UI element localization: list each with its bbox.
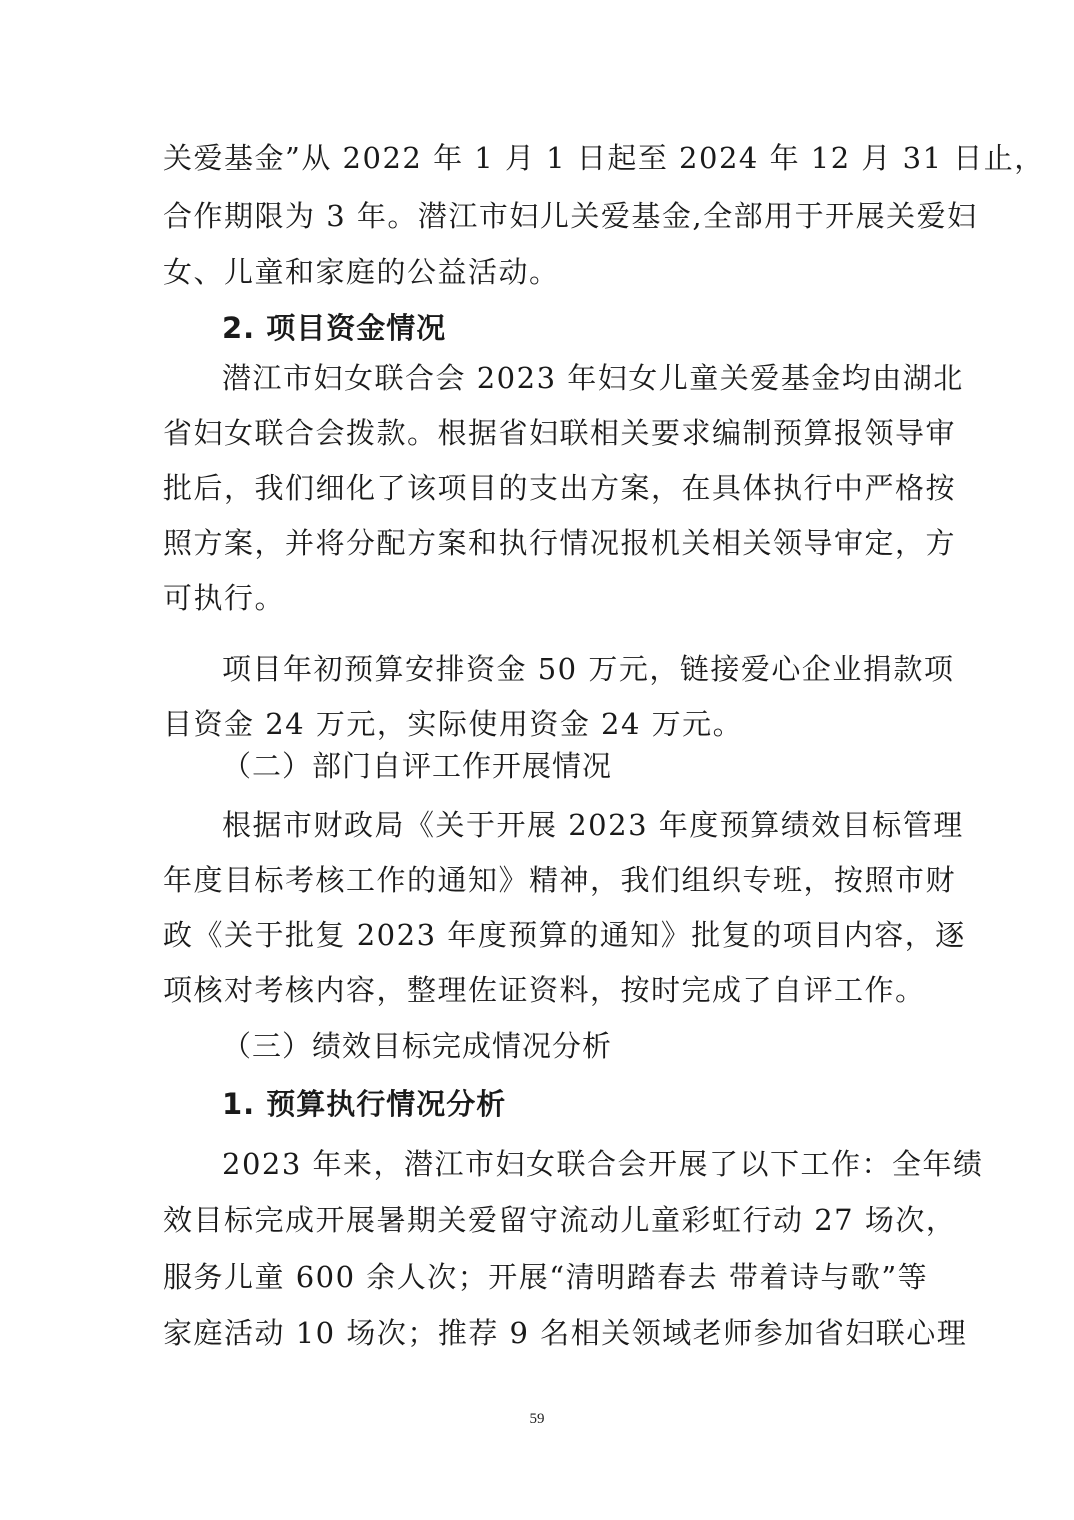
body-line: 政《关于批复 2023 年度预算的通知》批复的项目内容，逐 <box>163 918 966 952</box>
subsection-heading: （三）绩效目标完成情况分析 <box>222 1029 613 1063</box>
body-line: 年度目标考核工作的通知》精神，我们组织专班，按照市财 <box>163 863 957 897</box>
body-line: 根据市财政局《关于开展 2023 年度预算绩效目标管理 <box>222 808 964 842</box>
body-line: 合作期限为 3 年。潜江市妇儿关爱基金,全部用于开展关爱妇 <box>163 199 978 233</box>
body-line: 照方案，并将分配方案和执行情况报机关相关领导审定，方 <box>163 526 957 560</box>
body-line: 家庭活动 10 场次；推荐 9 名相关领域老师参加省妇联心理 <box>163 1316 968 1350</box>
body-line: 批后，我们细化了该项目的支出方案，在具体执行中严格按 <box>163 471 957 505</box>
section-heading: 2. 项目资金情况 <box>222 311 447 345</box>
body-line: 可执行。 <box>163 581 286 615</box>
page-number: 59 <box>529 1411 545 1427</box>
body-line: 服务儿童 600 余人次；开展“清明踏春去 带着诗与歌”等 <box>163 1260 929 1294</box>
body-line: 项核对考核内容，整理佐证资料，按时完成了自评工作。 <box>163 973 926 1007</box>
subsection-heading: （二）部门自评工作开展情况 <box>222 749 613 783</box>
body-line: 省妇女联合会拨款。根据省妇联相关要求编制预算报领导审 <box>163 416 957 450</box>
body-line: 女、儿童和家庭的公益活动。 <box>163 255 560 289</box>
body-line: 关爱基金”从 2022 年 1 月 1 日起至 2024 年 12 月 31 日止， <box>163 141 1045 175</box>
body-line: 项目年初预算安排资金 50 万元，链接爱心企业捐款项 <box>222 652 955 686</box>
section-heading: 1. 预算执行情况分析 <box>222 1087 507 1121</box>
body-line: 潜江市妇女联合会 2023 年妇女儿童关爱基金均由湖北 <box>222 361 964 395</box>
body-line: 2023 年来，潜江市妇女联合会开展了以下工作：全年绩 <box>222 1147 984 1181</box>
body-line: 效目标完成开展暑期关爱留守流动儿童彩虹行动 27 场次， <box>163 1203 957 1237</box>
body-line: 目资金 24 万元，实际使用资金 24 万元。 <box>163 707 744 741</box>
